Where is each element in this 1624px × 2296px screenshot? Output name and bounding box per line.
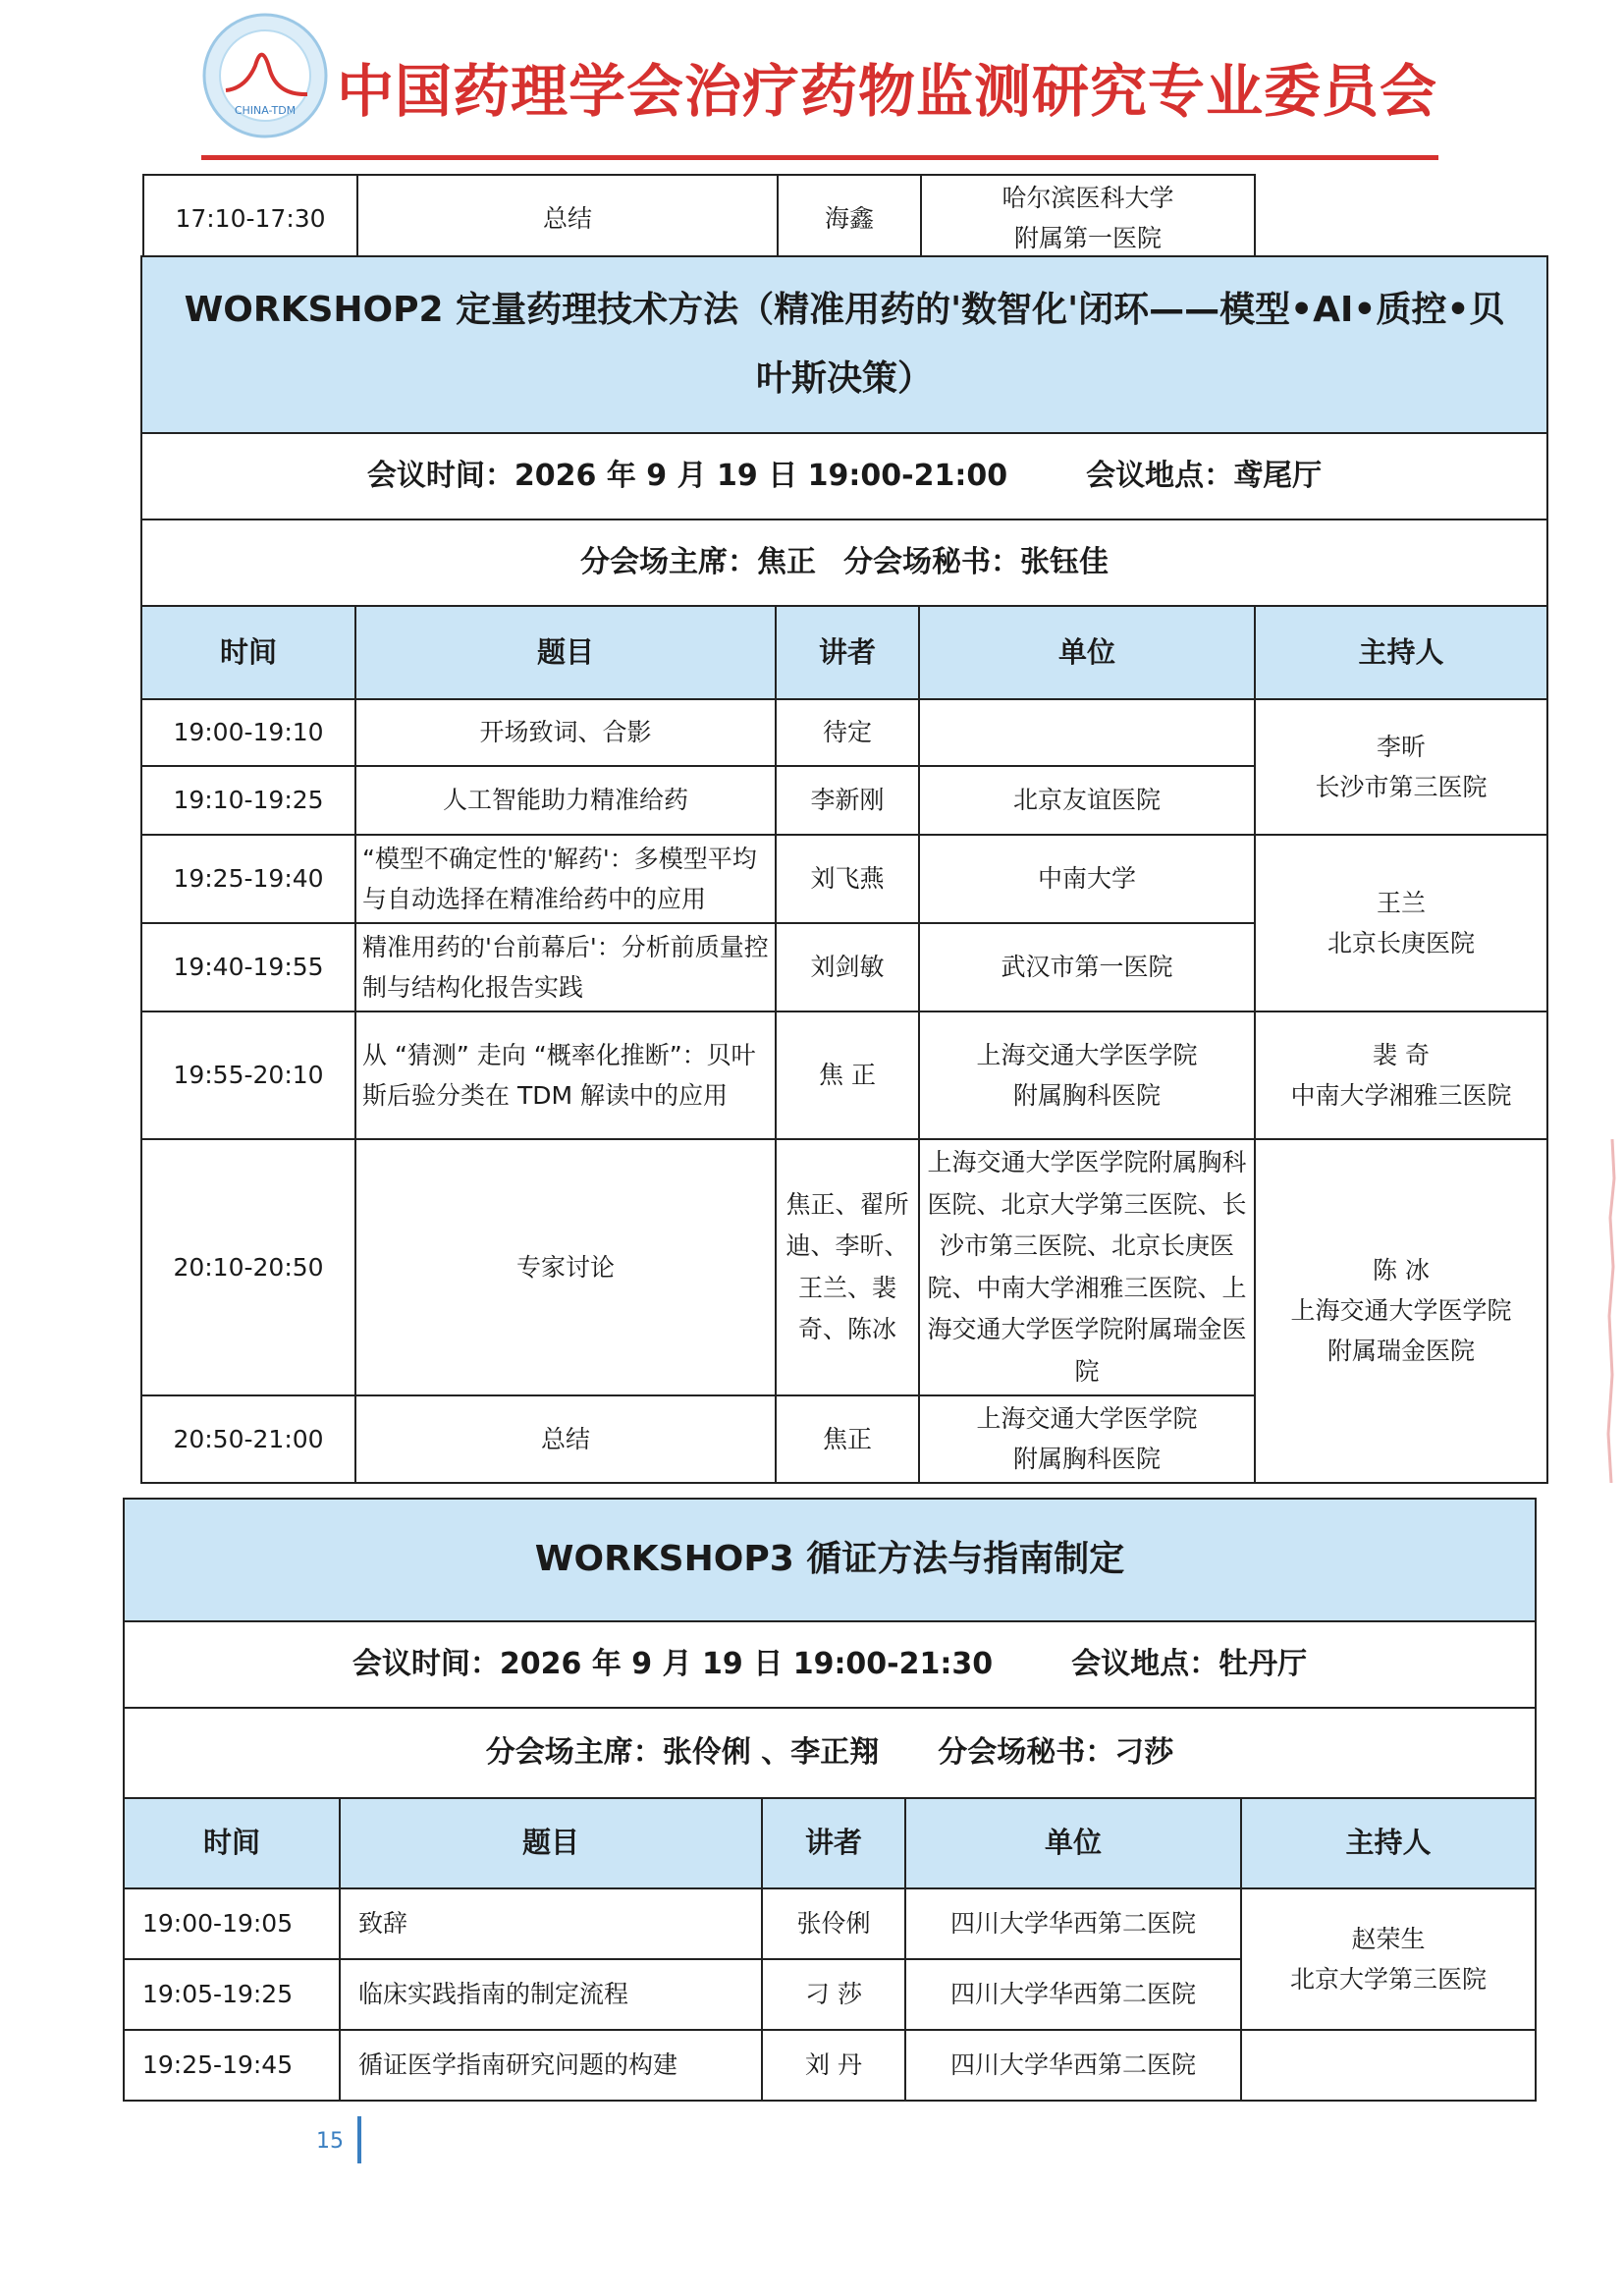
header-host: 主持人 — [1255, 606, 1547, 699]
header-topic: 题目 — [340, 1798, 762, 1888]
meeting-time-label: 会议时间： — [352, 1647, 500, 1682]
speaker-cell: 海鑫 — [778, 175, 921, 262]
time-cell: 19:55-20:10 — [141, 1011, 355, 1139]
time-cell: 19:05-19:25 — [124, 1959, 340, 2030]
secretary-label: 分会场秘书： — [843, 545, 1020, 580]
meeting-place-label: 会议地点： — [1086, 459, 1234, 494]
time-cell: 20:10-20:50 — [141, 1139, 355, 1395]
host-cell: 李昕 长沙市第三医院 — [1255, 699, 1547, 835]
time-cell: 19:25-19:40 — [141, 835, 355, 923]
meeting-time: 2026 年 9 月 19 日 19:00-21:00 — [514, 459, 1008, 494]
unit-cell — [919, 699, 1255, 766]
meeting-place: 牡丹厅 — [1218, 1647, 1308, 1682]
speaker-cell: 李新刚 — [776, 766, 919, 835]
topic-cell: 致辞 — [340, 1888, 762, 1959]
topic-cell: 临床实践指南的制定流程 — [340, 1959, 762, 2030]
workshop3-title: WORKSHOP3 循证方法与指南制定 — [124, 1499, 1536, 1621]
meeting-time-label: 会议时间： — [366, 459, 514, 494]
header-time: 时间 — [141, 606, 355, 699]
speaker-cell: 刘飞燕 — [776, 835, 919, 923]
time-cell: 19:25-19:45 — [124, 2030, 340, 2101]
header-host: 主持人 — [1241, 1798, 1536, 1888]
topic-cell: 从 “猜测” 走向 “概率化推断”：贝叶斯后验分类在 TDM 解读中的应用 — [355, 1011, 776, 1139]
unit-cell: 中南大学 — [919, 835, 1255, 923]
table-row — [141, 1139, 1547, 1395]
topic-cell: 循证医学指南研究问题的构建 — [340, 2030, 762, 2101]
unit-cell: 四川大学华西第二医院 — [905, 1959, 1241, 2030]
unit-cell: 武汉市第一医院 — [919, 923, 1255, 1011]
host-cell: 裴 奇 中南大学湘雅三医院 — [1255, 1011, 1547, 1139]
topic-cell: 精准用药的'台前幕后'：分析前质量控制与结构化报告实践 — [355, 923, 776, 1011]
empty-host-cell — [1255, 175, 1547, 262]
topic-cell: 专家讨论 — [355, 1139, 776, 1395]
header-speaker: 讲者 — [776, 606, 919, 699]
topic-cell: 开场致词、合影 — [355, 699, 776, 766]
header-unit: 单位 — [905, 1798, 1241, 1888]
document-header — [201, 10, 1438, 157]
table-row — [124, 1888, 1536, 1959]
secretary-name: 张钰佳 — [1020, 545, 1109, 580]
workshop2-table — [140, 255, 1548, 1484]
table-row — [141, 1011, 1547, 1139]
unit-cell: 四川大学华西第二医院 — [905, 2030, 1241, 2101]
workshop3-meeting-info — [124, 1621, 1536, 1708]
topic-cell: 总结 — [355, 1395, 776, 1483]
speaker-cell: 焦正、翟所迪、李昕、王兰、裴奇、陈冰 — [776, 1139, 919, 1395]
meeting-place-label: 会议地点： — [1071, 1647, 1219, 1682]
table-row — [124, 2030, 1536, 2101]
meeting-place: 鸢尾厅 — [1233, 459, 1323, 494]
host-cell: 王兰 北京长庚医院 — [1255, 835, 1547, 1011]
speaker-cell: 张伶俐 — [762, 1888, 905, 1959]
speaker-cell: 刘剑敏 — [776, 923, 919, 1011]
workshop3-chair-info — [124, 1708, 1536, 1798]
speaker-cell: 刘 丹 — [762, 2030, 905, 2101]
page-number-bar — [357, 2116, 361, 2163]
table-row — [141, 699, 1547, 766]
header-speaker: 讲者 — [762, 1798, 905, 1888]
unit-cell: 上海交通大学医学院 附属胸科医院 — [919, 1011, 1255, 1139]
time-cell: 19:00-19:05 — [124, 1888, 340, 1959]
unit-cell: 四川大学华西第二医院 — [905, 1888, 1241, 1959]
topic-cell: “模型不确定性的'解药'：多模型平均与自动选择在精准给药中的应用 — [355, 835, 776, 923]
unit-cell: 上海交通大学医学院附属胸科医院、北京大学第三医院、长沙市第三医院、北京长庚医院、中南大学湘雅三医院、上海交通大学医学院附属瑞金医院 — [919, 1139, 1255, 1395]
meeting-time: 2026 年 9 月 19 日 19:00-21:30 — [499, 1647, 994, 1682]
topic-cell: 总结 — [357, 175, 778, 262]
time-cell: 20:50-21:00 — [141, 1395, 355, 1483]
workshop2-meeting-info — [141, 433, 1547, 519]
table-row — [141, 835, 1547, 923]
secretary-name: 刁莎 — [1114, 1735, 1174, 1771]
svg-text:CHINA-TDM: CHINA-TDM — [234, 104, 297, 117]
host-cell — [1241, 2030, 1536, 2101]
speaker-cell: 刁 莎 — [762, 1959, 905, 2030]
time-cell: 17:10-17:30 — [143, 175, 357, 262]
workshop2-chair-info — [141, 519, 1547, 606]
unit-cell: 北京友谊医院 — [919, 766, 1255, 835]
chair-name: 焦正 — [757, 545, 816, 580]
column-header-row — [124, 1798, 1536, 1888]
speaker-cell: 焦正 — [776, 1395, 919, 1483]
workshop2-title: WORKSHOP2 定量药理技术方法（精准用药的'数智化'闭环——模型•AI•质控•贝叶斯决策） — [141, 256, 1547, 433]
secretary-label: 分会场秘书： — [938, 1735, 1115, 1771]
speaker-cell: 焦 正 — [776, 1011, 919, 1139]
host-cell: 赵荣生 北京大学第三医院 — [1241, 1888, 1536, 2030]
column-header-row — [141, 606, 1547, 699]
time-cell: 19:00-19:10 — [141, 699, 355, 766]
header-time: 时间 — [124, 1798, 340, 1888]
committee-logo — [201, 12, 329, 139]
unit-cell: 上海交通大学医学院 附属胸科医院 — [919, 1395, 1255, 1483]
header-rule — [201, 155, 1438, 160]
topic-cell: 人工智能助力精准给药 — [355, 766, 776, 835]
time-cell: 19:10-19:25 — [141, 766, 355, 835]
scan-edge-mark — [1600, 1139, 1618, 1483]
header-unit: 单位 — [919, 606, 1255, 699]
chair-label: 分会场主席： — [485, 1735, 663, 1771]
unit-cell: 哈尔滨医科大学 附属第一医院 — [921, 175, 1255, 262]
page-number: 15 — [316, 2129, 344, 2154]
time-cell: 19:40-19:55 — [141, 923, 355, 1011]
schedule-fragment-table — [142, 174, 1547, 263]
table-row — [143, 175, 1547, 262]
organization-title: 中国药理学会治疗药物监测研究专业委员会 — [337, 58, 1438, 125]
workshop3-table — [123, 1498, 1537, 2102]
chair-label: 分会场主席： — [580, 545, 757, 580]
speaker-cell: 待定 — [776, 699, 919, 766]
chair-name: 张伶俐 、李正翔 — [662, 1735, 880, 1771]
header-topic: 题目 — [355, 606, 776, 699]
host-cell: 陈 冰 上海交通大学医学院 附属瑞金医院 — [1255, 1139, 1547, 1483]
